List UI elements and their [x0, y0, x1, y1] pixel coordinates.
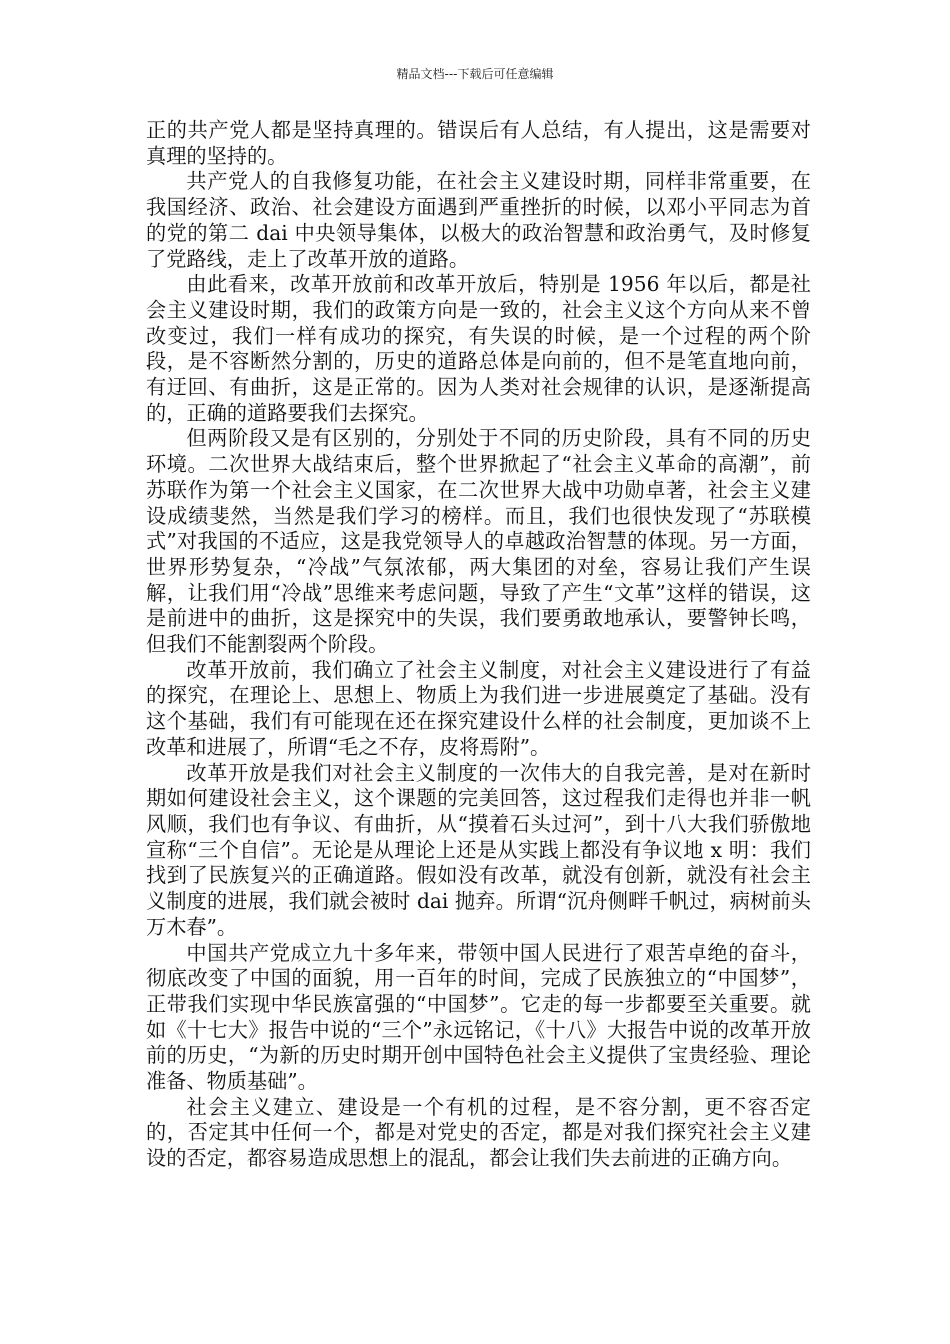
paragraph: 但两阶段又是有区别的，分别处于不同的历史阶段，具有不同的历史环境。二次世界大战结束后，整个世界掀起了“社会主义革命的高潮”，前苏联作为第一个社会主义国家，在二次世界大战中功勋卓著，社会主义建设成绩斐然，当然是我们学习的榜样。而且，我们也很快发现了“苏联模式”对我国的不适应，这是我党领导人的卓越政治智慧的体现。另一方面，世界形势复杂，“冷战”气氛浓郁，两大集团的对垒，容易让我们产生误解，让我们用“冷战”思维来考虑问题，导致了产生“文革”这样的错误，这是前进中的曲折，这是探究中的失误，我们要勇敢地承认，要警钟长鸣，但我们不能割裂两个阶段。 — [146, 426, 811, 657]
paragraph: 改革开放是我们对社会主义制度的一次伟大的自我完善，是对在新时期如何建设社会主义，这个课题的完美回答，这过程我们走得也并非一帆风顺，我们也有争议、有曲折，从“摸着石头过河”，到十八大我们骄傲地宣称“三个自信”。无论是从理论上还是从实践上都没有争议地 x 明：我们找到了民族复兴的正确道路。假如没有改革，就没有创新，就没有社会主义制度的进展，我们就会被时 dai 抛弃。所谓“沉舟侧畔千帆过，病树前头万木春”。 — [146, 760, 811, 939]
paragraph: 共产党人的自我修复功能，在社会主义建设时期，同样非常重要，在我国经济、政治、社会建设方面遇到严重挫折的时候，以邓小平同志为首的党的第二 dai 中央领导集体，以极大的政治智慧和政治勇气，及时修复了党路线，走上了改革开放的道路。 — [146, 169, 811, 271]
paragraph: 社会主义建立、建设是一个有机的过程，是不容分割，更不容否定的，否定其中任何一个，都是对党史的否定，都是对我们探究社会主义建设的否定，都容易造成思想上的混乱，都会让我们失去前进的正确方向。 — [146, 1094, 811, 1171]
paragraph: 中国共产党成立九十多年来，带领中国人民进行了艰苦卓绝的奋斗，彻底改变了中国的面貌，用一百年的时间，完成了民族独立的“中国梦”，正带我们实现中华民族富强的“中国梦”。它走的每一步都要至关重要。就如《十七大》报告中说的“三个”永远铭记，《十八》大报告中说的改革开放前的历史，“为新的历史时期开创中国特色社会主义提供了宝贵经验、理论准备、物质基础”。 — [146, 940, 811, 1094]
page-header: 精品文档---下载后可任意编辑 — [396, 67, 554, 81]
paragraph: 正的共产党人都是坚持真理的。错误后有人总结，有人提出，这是需要对真理的坚持的。 — [146, 118, 811, 168]
paragraph: 改革开放前，我们确立了社会主义制度，对社会主义建设进行了有益的探究，在理论上、思想上、物质上为我们进一步进展奠定了基础。没有这个基础，我们有可能现在还在探究建设什么样的社会制度，更加谈不上改革和进展了，所谓“毛之不存，皮将焉附”。 — [146, 657, 811, 759]
paragraph: 由此看来，改革开放前和改革开放后，特别是 1956 年以后，都是社会主义建设时期，我们的政策方向是一致的，社会主义这个方向从来不曾改变过，我们一样有成功的探究，有失误的时候，是一个过程的两个阶段，是不容断然分割的，历史的道路总体是向前的，但不是笔直地向前，有迂回、有曲折，这是正常的。因为人类对社会规律的认识，是逐渐提高的，正确的道路要我们去探究。 — [146, 272, 811, 425]
document-body — [146, 118, 811, 1172]
